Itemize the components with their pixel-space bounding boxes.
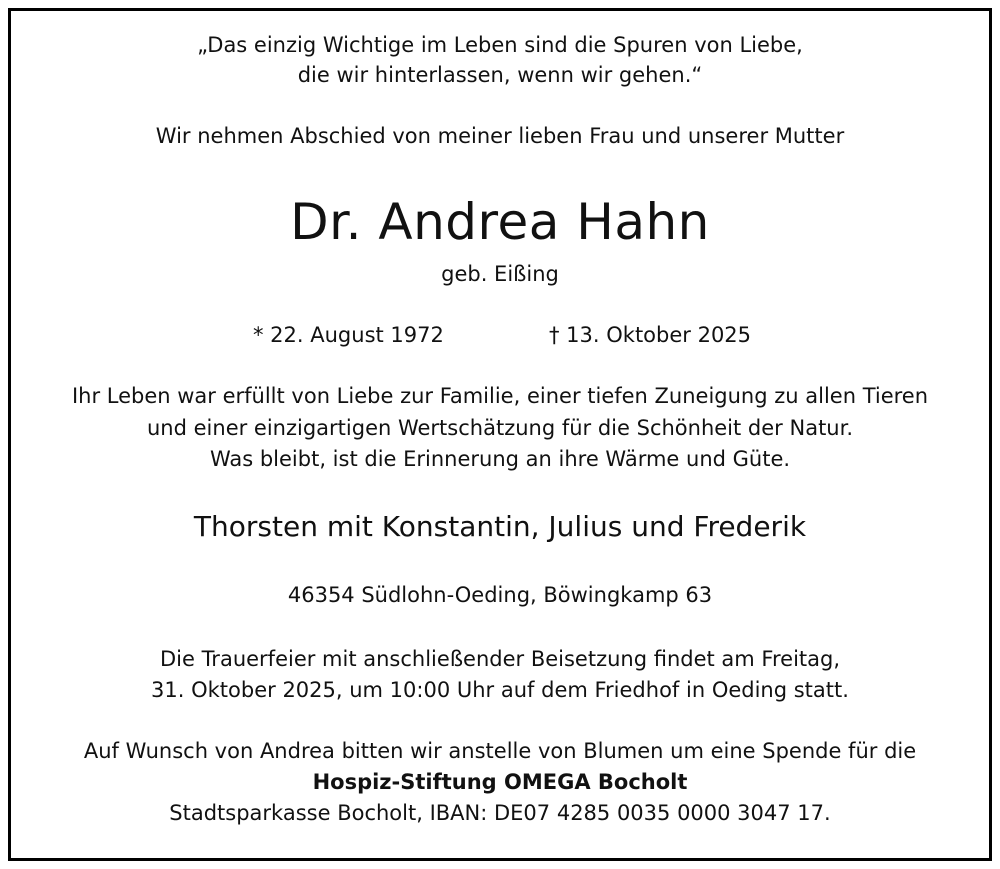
service-line-1: Die Trauerfeier mit anschließender Beisetzung findet am Freitag,: [159, 647, 841, 671]
family-names: Thorsten mit Konstantin, Julius und Frederik: [193, 510, 807, 543]
donation-organization: Hospiz-Stiftung OMEGA Bocholt: [312, 770, 688, 794]
death-date: † 13. Oktober 2025: [549, 323, 752, 347]
donation-line-1: Auf Wunsch von Andrea bitten wir anstelle von Blumen um eine Spende für die: [83, 739, 917, 763]
service-line-2: 31. Oktober 2025, um 10:00 Uhr auf dem Friedhof in Oeding statt.: [151, 678, 849, 702]
quote-line-2: die wir hinterlassen, wenn wir gehen.“: [297, 63, 703, 87]
deceased-name: Dr. Andrea Hahn: [290, 193, 710, 251]
address: 46354 Südlohn-Oeding, Böwingkamp 63: [287, 583, 713, 607]
birth-name: geb. Eißing: [441, 262, 559, 286]
intro-text: Wir nehmen Abschied von meiner lieben Frau und unserer Mutter: [155, 124, 845, 148]
donation-bank: Stadtsparkasse Bocholt, IBAN: DE07 4285 0035 0000 3047 17.: [169, 801, 831, 825]
birth-date: * 22. August 1972: [253, 323, 444, 347]
tribute-line-1: Ihr Leben war erfüllt von Liebe zur Familie, einer tiefen Zuneigung zu allen Tieren: [71, 384, 929, 408]
tribute-line-2: und einer einzigartigen Wertschätzung für die Schönheit der Natur.: [147, 416, 853, 440]
quote-line-1: „Das einzig Wichtige im Leben sind die Spuren von Liebe,: [197, 33, 803, 57]
tribute-line-3: Was bleibt, ist die Erinnerung an ihre Wärme und Güte.: [209, 447, 791, 471]
